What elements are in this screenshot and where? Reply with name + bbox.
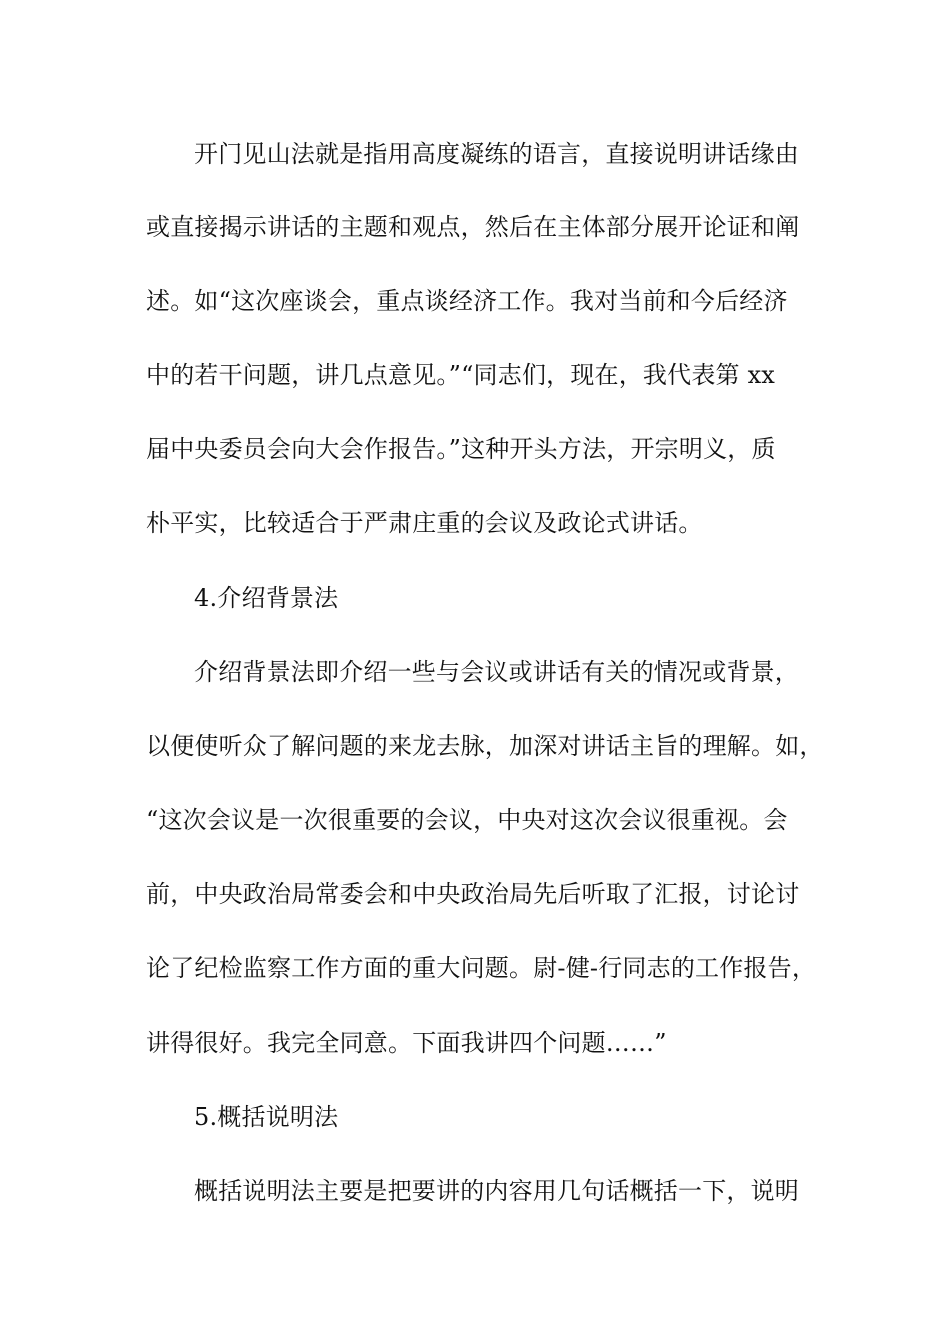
paragraph-line: 或直接揭示讲话的主题和观点，然后在主体部分展开论证和阐 [146, 213, 800, 241]
paragraph-line: 开门见山法就是指用高度凝练的语言，直接说明讲话缘由 [194, 140, 799, 168]
paragraph-line: 以便使听众了解问题的来龙去脉，加深对讲话主旨的理解。如， [146, 732, 824, 760]
paragraph-line: 述。如“这次座谈会，重点谈经济工作。我对当前和今后经济 [146, 287, 788, 315]
paragraph-line: “这次会议是一次很重要的会议，中央对这次会议很重视。会 [146, 806, 788, 834]
paragraph-line: 概括说明法主要是把要讲的内容用几句话概括一下，说明 [194, 1177, 799, 1205]
paragraph-line: 论了纪检监察工作方面的重大问题。尉-健-行同志的工作报告， [146, 954, 817, 982]
paragraph-line: 前，中央政治局常委会和中央政治局先后听取了汇报，讨论讨 [146, 880, 800, 908]
section-heading: 5.概括说明法 [194, 1103, 339, 1131]
paragraph-line: 介绍背景法即介绍一些与会议或讲话有关的情况或背景， [194, 658, 799, 686]
paragraph-line: 届中央委员会向大会作报告。”这种开头方法，开宗明义，质 [146, 435, 776, 463]
section-heading: 4.介绍背景法 [194, 584, 339, 612]
paragraph-line: 朴平实，比较适合于严肃庄重的会议及政论式讲话。 [146, 509, 703, 537]
paragraph-line: 中的若干问题，讲几点意见。”“同志们，现在，我代表第 xx [146, 361, 776, 389]
paragraph-line: 讲得很好。我完全同意。下面我讲四个问题……” [146, 1029, 667, 1057]
